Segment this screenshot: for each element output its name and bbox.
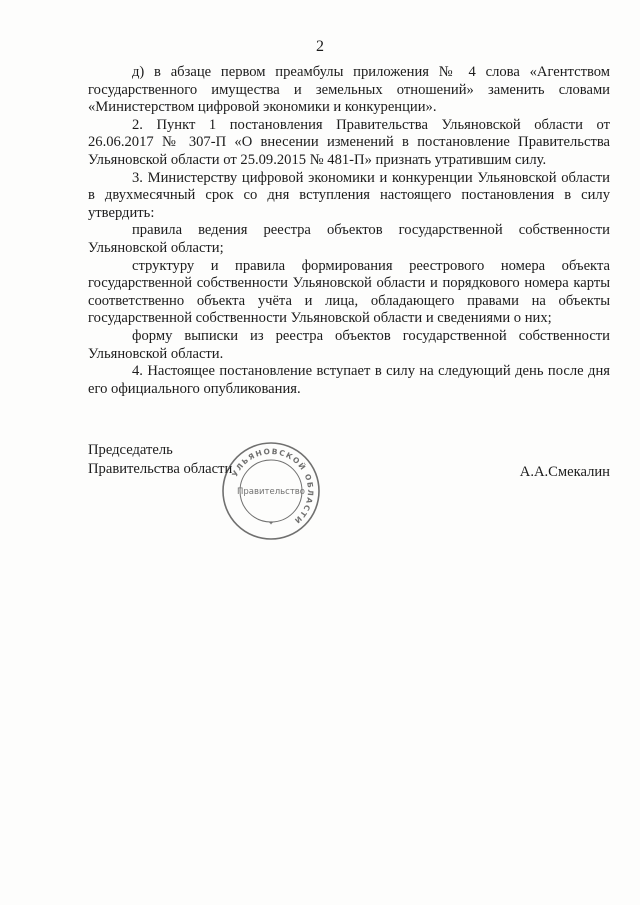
signatory-title (88, 441, 232, 479)
paragraph-item-4: 4. Настоящее постановление вступает в силу на следующий день после дня его официального опубликования. (88, 363, 610, 397)
seal-star-icon: ✦ (268, 520, 274, 527)
document-body (88, 64, 610, 398)
paragraph-amendment-d: д) в абзаце первом преамбулы приложения № 4 слова «Агентством государственного имущества и земельных отношений» заменить словами «Министерством цифровой экономики и конкуренции». (88, 64, 610, 116)
paragraph-extract-form: форму выписки из реестра объектов государственной собственности Ульяновской области. (88, 327, 610, 362)
seal-ring-text: УЛЬЯНОВСКОЙ ОБЛАСТИ (230, 446, 316, 527)
paragraph-registry-rules: правила ведения реестра объектов государственной собственности Ульяновской области; (88, 222, 610, 256)
signatory-title-line-2: Правительства области (88, 461, 233, 477)
seal-center-text: Правительство (237, 487, 305, 497)
page-number: 2 (316, 38, 324, 55)
signature-block (88, 441, 610, 531)
official-seal-icon (220, 440, 322, 542)
signatory-title-line-1: Председатель (88, 442, 173, 458)
paragraph-item-2: 2. Пункт 1 постановления Правительства Ульяновской области от 26.06.2017 № 307-П «О внесении изменений в постановление Правительства Ульяновской области от 25.09.2015 № 481-П» признать утратившим силу. (88, 116, 610, 168)
paragraph-registry-structure: структуру и правила формирования реестрового номера объекта государственной собственности Ульяновской области и порядкового номера карты соответственно объекта учёта и лица, обладающего правами на объекты государственной собственности Ульяновской области и сведениями о них; (88, 257, 610, 327)
signatory-name: А.А.Смекалин (519, 464, 610, 480)
paragraph-item-3: 3. Министерству цифровой экономики и конкуренции Ульяновской области в двухмесячный срок со дня вступления настоящего постановления в силу утвердить: (88, 169, 610, 221)
